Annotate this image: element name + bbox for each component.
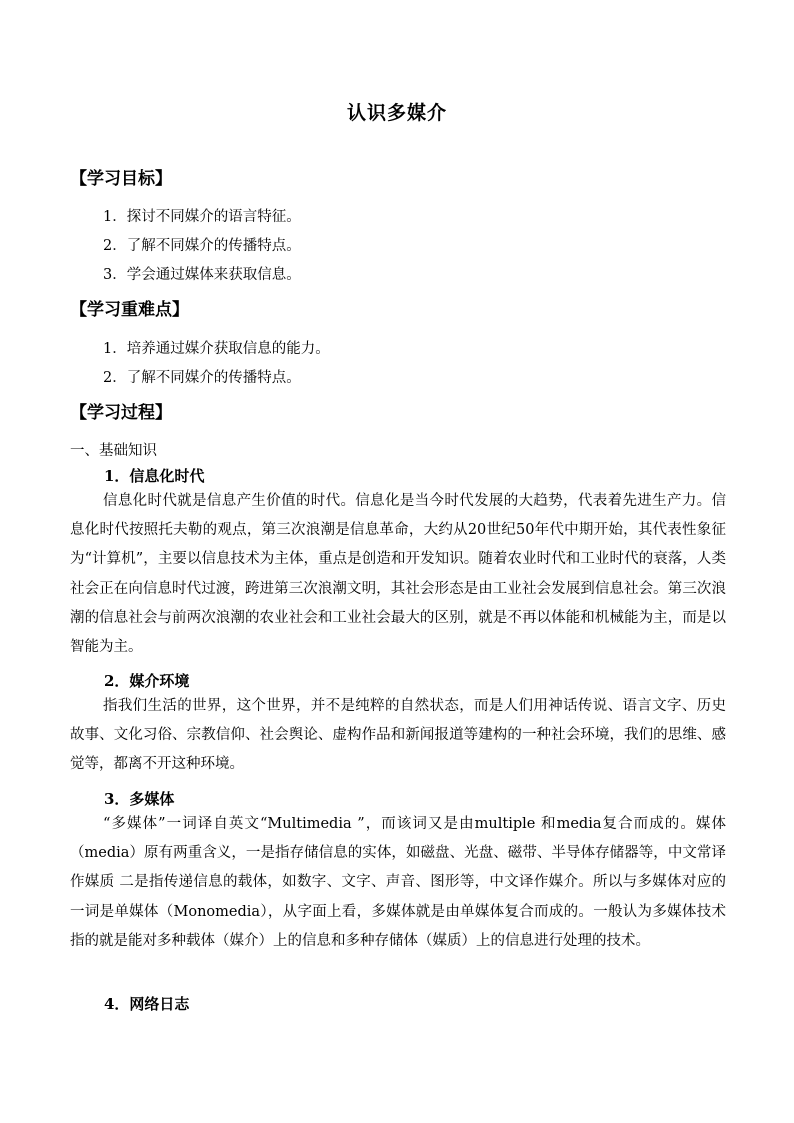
subsection-title-2: 2．媒介环境 [104, 672, 190, 690]
subsection-paragraph-3: “多媒体”一词译自英文“Multimedia ”，而该词又是由multiple 和media复合而成的。媒体（media）原有两重含义，一是指存储信息的实体，如磁盘、光盘、磁带、半导体存储器等，中文常译作媒质 二是指传递信息的载体，如数字、文字、声音、图形等，中文译作媒介。所以与多媒体对应的一词是单媒体（Monomedia），从字面上看，多媒体就是由单媒体复合而成的。一般认为多媒体技术指的就是能对多种载体（媒介）上的信息和多种存储体（媒质）上的信息进行处理的技术。 [70, 816, 726, 949]
subsection-title-4: 4．网络日志 [104, 995, 190, 1013]
subsection-paragraph-2: 指我们生活的世界，这个世界，并不是纯粹的自然状态，而是人们用神话传说、语言文字、历史故事、文化习俗、宗教信仰、社会舆论、虚构作品和新闻报道等建构的一种社会环境，我们的思维、感觉等，都离不开这种环境。 [70, 698, 726, 773]
key-point-item-2: 2．了解不同媒介的传播特点。 [103, 370, 301, 386]
objective-item-3: 3．学会通过媒体来获取信息。 [103, 267, 301, 283]
key-point-item-1: 1．培养通过媒介获取信息的能力。 [103, 341, 330, 357]
key-points-heading: 【学习重难点】 [70, 300, 189, 320]
subsection-title-3: 3．多媒体 [104, 790, 175, 808]
document-title: 认识多媒介 [346, 102, 447, 124]
objective-item-1: 1．探讨不同媒介的语言特征。 [103, 209, 301, 225]
objectives-heading: 【学习目标】 [70, 169, 172, 189]
process-heading: 【学习过程】 [70, 403, 172, 423]
objective-item-2: 2．了解不同媒介的传播特点。 [103, 238, 301, 254]
section-label: 一、基础知识 [70, 443, 157, 459]
subsection-paragraph-1: 信息化时代就是信息产生价值的时代。信息化是当今时代发展的大趋势，代表着先进生产力。信息化时代按照托夫勒的观点，第三次浪潮是信息革命，大约从20世纪50年代中期开始，其代表性象征为“计算机”，主要以信息技术为主体，重点是创造和开发知识。随着农业时代和工业时代的衰落，人类社会正在向信息时代过渡，跨进第三次浪潮文明，其社会形态是由工业社会发展到信息社会。第三次浪潮的信息社会与前两次浪潮的农业社会和工业社会最大的区别，就是不再以体能和机械能为主，而是以智能为主。 [70, 493, 726, 656]
subsection-title-1: 1．信息化时代 [104, 467, 205, 485]
